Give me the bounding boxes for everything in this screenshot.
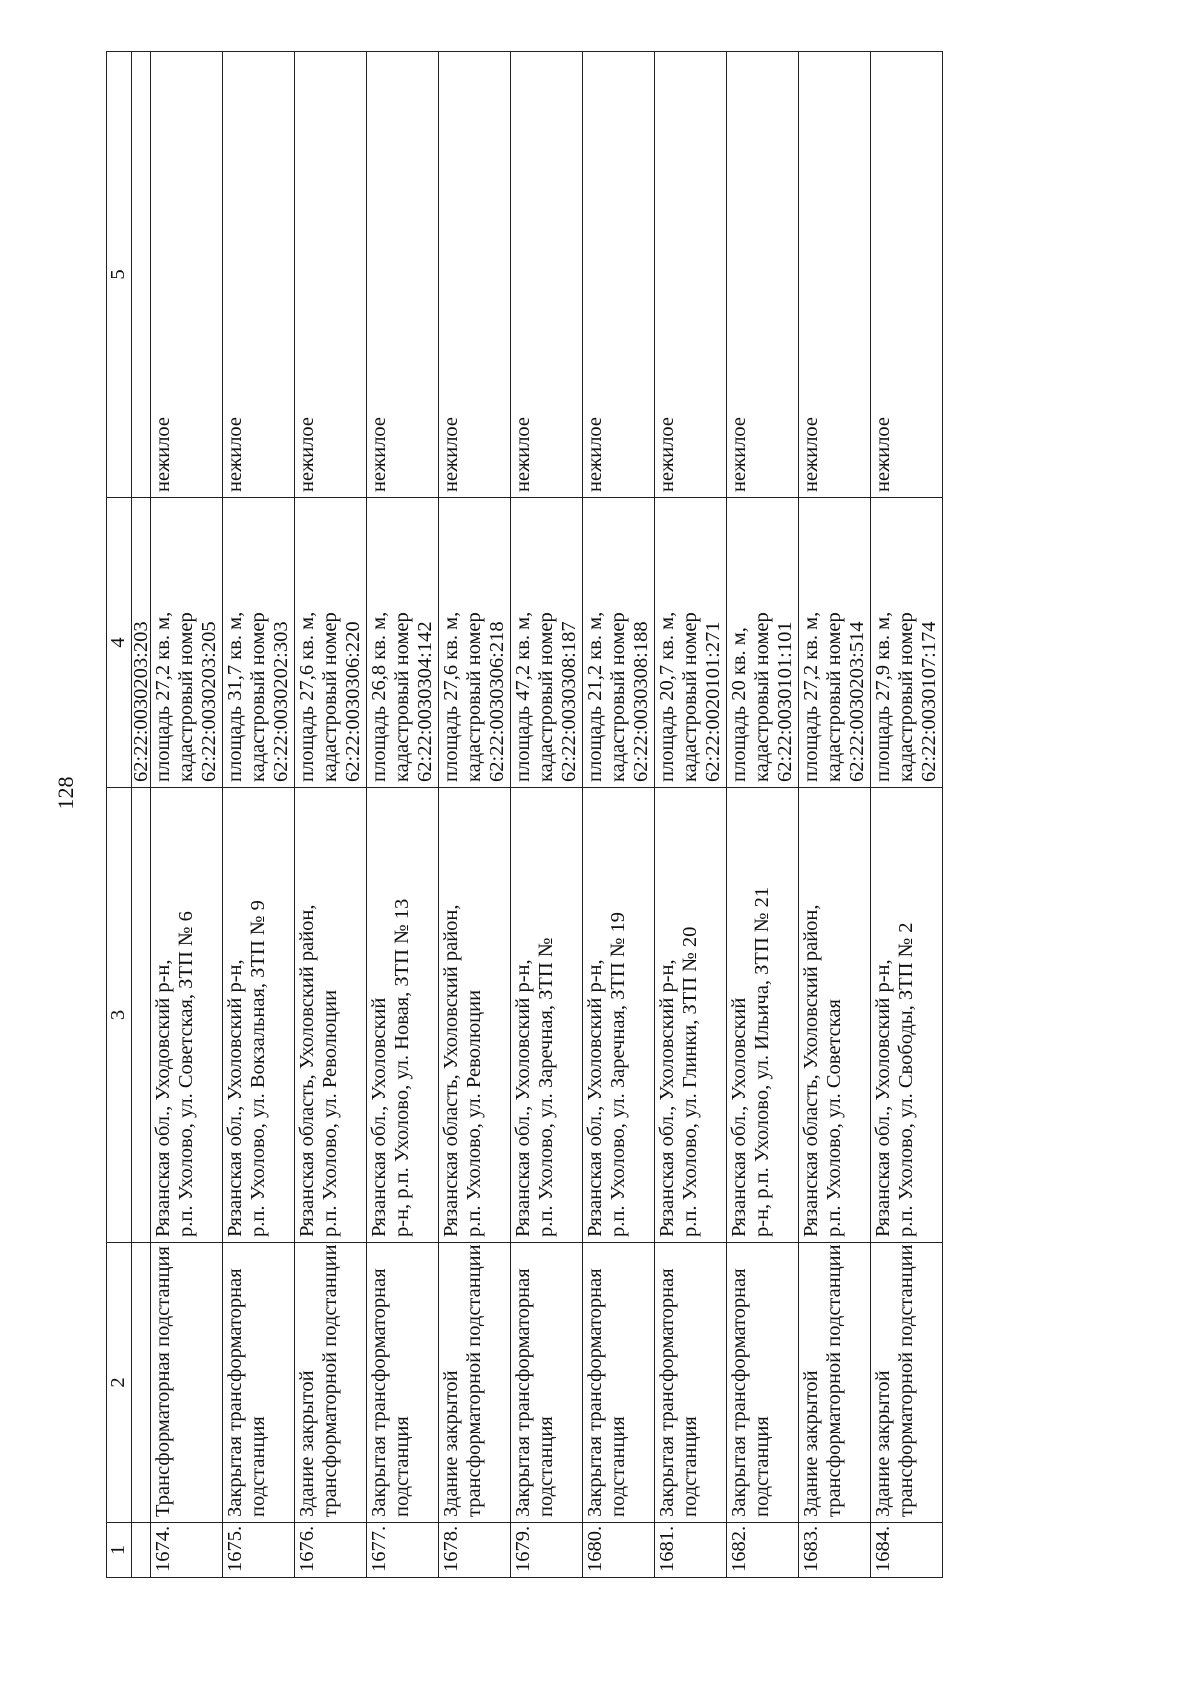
object-address bbox=[655, 788, 727, 1243]
object-name-line: Закрытая трансформаторная bbox=[584, 1268, 606, 1517]
object-address-line: Рязанская обл., Ухоловский р-н, bbox=[512, 959, 534, 1237]
object-name-line: Закрытая трансформаторная bbox=[656, 1268, 678, 1517]
object-address bbox=[799, 788, 871, 1243]
object-address-line: Рязанская область, Ухоловский район, bbox=[296, 904, 318, 1237]
object-address-line: р.п. Ухолово, ул. Заречная, ЗТП № bbox=[535, 937, 557, 1237]
row-number: 1684. bbox=[871, 1523, 943, 1578]
object-name-line: подстанция bbox=[247, 1416, 269, 1517]
object-address-line: Рязанская обл., Ухоловский р-н, bbox=[584, 959, 606, 1237]
object-status: нежилое bbox=[295, 52, 367, 498]
table-row bbox=[223, 52, 295, 1578]
object-name-line: подстанция bbox=[535, 1416, 557, 1517]
object-status: нежилое bbox=[511, 52, 583, 498]
object-name bbox=[295, 1243, 367, 1523]
object-details-line: кадастровый номер bbox=[247, 612, 269, 782]
rotated-table-wrapper bbox=[106, 52, 1136, 1578]
row-number: 1680. bbox=[583, 1523, 655, 1578]
object-details-line: кадастровый номер bbox=[751, 612, 773, 782]
object-details bbox=[727, 498, 799, 788]
object-name-line: подстанция bbox=[751, 1416, 773, 1517]
row-number: 1675. bbox=[223, 1523, 295, 1578]
object-address-line: Рязанская обл., Ухоловский р-н, bbox=[872, 959, 894, 1237]
object-address-line: р.п. Ухолово, ул. Советская bbox=[823, 999, 845, 1237]
row-number: 1677. bbox=[367, 1523, 439, 1578]
object-details-line: 62:22:0030308:187 bbox=[558, 621, 580, 782]
object-status: нежилое bbox=[151, 52, 223, 498]
object-details-line: площадь 27,2 кв. м, bbox=[152, 611, 174, 782]
continuation-cell-5 bbox=[132, 52, 151, 498]
object-details-line: 62:22:0030304:142 bbox=[414, 621, 436, 782]
object-details bbox=[511, 498, 583, 788]
object-details-line: кадастровый номер bbox=[319, 612, 341, 782]
object-details bbox=[223, 498, 295, 788]
continuation-row bbox=[132, 52, 151, 1578]
object-address bbox=[367, 788, 439, 1243]
object-status: нежилое bbox=[439, 52, 511, 498]
object-address-line: Рязанская обл., Ухоловский bbox=[728, 997, 750, 1237]
object-name-line: подстанция bbox=[607, 1416, 629, 1517]
object-status: нежилое bbox=[367, 52, 439, 498]
object-status: нежилое bbox=[799, 52, 871, 498]
object-status: нежилое bbox=[655, 52, 727, 498]
object-details-line: площадь 27,9 кв. м, bbox=[872, 611, 894, 782]
object-name bbox=[583, 1243, 655, 1523]
object-name-line: трансформаторной подстанции bbox=[895, 1244, 917, 1517]
object-name-line: Закрытая трансформаторная bbox=[512, 1268, 534, 1517]
object-address-line: р.п. Ухолово, ул. Глинки, ЗТП № 20 bbox=[679, 926, 701, 1237]
object-details-line: кадастровый номер bbox=[823, 612, 845, 782]
column-header-1: 1 bbox=[107, 1523, 132, 1578]
object-name-line: трансформаторной подстанции bbox=[463, 1244, 485, 1517]
table-row bbox=[871, 52, 943, 1578]
object-address-line: р.п. Ухолово, ул. Заречная, ЗТП № 19 bbox=[607, 911, 629, 1237]
object-address-line: р.п. Ухолово, ул. Революции bbox=[463, 989, 485, 1237]
object-details-line: площадь 21,2 кв. м, bbox=[584, 611, 606, 782]
object-address-line: р-н, р.п. Ухолово, ул. Новая, ЗТП № 13 bbox=[391, 898, 413, 1237]
object-details bbox=[367, 498, 439, 788]
row-number: 1681. bbox=[655, 1523, 727, 1578]
object-address bbox=[151, 788, 223, 1243]
object-name bbox=[151, 1243, 223, 1523]
column-header-3: 3 bbox=[107, 788, 132, 1243]
object-details-line: площадь 27,6 кв. м, bbox=[440, 611, 462, 782]
object-details-line: площадь 27,6 кв. м, bbox=[296, 611, 318, 782]
row-number: 1678. bbox=[439, 1523, 511, 1578]
object-address bbox=[511, 788, 583, 1243]
object-address-line: р-н, р.п. Ухолово, ул. Ильича, ЗТП № 21 bbox=[751, 886, 773, 1237]
object-name bbox=[655, 1243, 727, 1523]
table-row bbox=[151, 52, 223, 1578]
object-details-line: 62:22:0030101:101 bbox=[774, 621, 796, 782]
object-name-line: трансформаторной подстанции bbox=[823, 1244, 845, 1517]
object-details-line: площадь 20,7 кв. м, bbox=[656, 611, 678, 782]
object-address bbox=[583, 788, 655, 1243]
object-details-line: площадь 31,7 кв. м, bbox=[224, 611, 246, 782]
object-details-line: 62:22:0030107:174 bbox=[918, 621, 940, 782]
row-number: 1683. bbox=[799, 1523, 871, 1578]
object-name-line: трансформаторной подстанции bbox=[319, 1244, 341, 1517]
object-details-line: 62:22:0030203:205 bbox=[198, 621, 220, 782]
object-address bbox=[439, 788, 511, 1243]
object-details bbox=[583, 498, 655, 788]
table-row bbox=[511, 52, 583, 1578]
object-details-line: кадастровый номер bbox=[607, 612, 629, 782]
object-details-line: 62:22:0020101:271 bbox=[702, 621, 724, 782]
object-name-line: Трансформаторная подстанция bbox=[152, 1246, 174, 1517]
object-address bbox=[223, 788, 295, 1243]
object-details-line: 62:22:0030306:220 bbox=[342, 621, 364, 782]
object-details-line: 62:22:0030203:514 bbox=[846, 621, 868, 782]
object-status: нежилое bbox=[223, 52, 295, 498]
object-address bbox=[727, 788, 799, 1243]
object-address-line: р.п. Ухолово, ул. Свободы, ЗТП № 2 bbox=[895, 922, 917, 1237]
object-address-line: Рязанская область, Ухоловский район, bbox=[440, 904, 462, 1237]
object-details-line: кадастровый номер bbox=[535, 612, 557, 782]
object-name bbox=[871, 1243, 943, 1523]
object-address-line: Рязанская обл., Ухоловский р-н, bbox=[224, 959, 246, 1237]
object-address-line: Рязанская обл., Уходовский р-н, bbox=[152, 959, 174, 1237]
page-number: 128 bbox=[53, 776, 78, 810]
object-address-line: р.п. Ухолово, ул. Революции bbox=[319, 989, 341, 1237]
object-status: нежилое bbox=[583, 52, 655, 498]
object-name bbox=[511, 1243, 583, 1523]
object-details-line: 62:22:0030308:188 bbox=[630, 621, 652, 782]
object-address-line: Рязанская обл., Ухоловский bbox=[368, 997, 390, 1237]
object-details-line: кадастровый номер bbox=[679, 612, 701, 782]
continuation-cadastral: 62:22:0030203:203 bbox=[132, 498, 151, 788]
property-table bbox=[106, 51, 943, 1578]
table-row bbox=[583, 52, 655, 1578]
rotated-table-canvas bbox=[106, 52, 1136, 1578]
table-row bbox=[727, 52, 799, 1578]
object-status: нежилое bbox=[727, 52, 799, 498]
continuation-cell-1 bbox=[132, 1523, 151, 1578]
object-details-line: площадь 27,2 кв. м, bbox=[800, 611, 822, 782]
row-number: 1676. bbox=[295, 1523, 367, 1578]
object-details-line: 62:22:0030202:303 bbox=[270, 621, 292, 782]
table-row bbox=[655, 52, 727, 1578]
object-address-line: Рязанская область, Ухоловский район, bbox=[800, 904, 822, 1237]
object-name-line: Здание закрытой bbox=[296, 1370, 318, 1517]
object-details-line: кадастровый номер bbox=[391, 612, 413, 782]
object-status: нежилое bbox=[871, 52, 943, 498]
object-details-line: 62:22:0030306:218 bbox=[486, 621, 508, 782]
column-header-4: 4 bbox=[107, 498, 132, 788]
object-name-line: подстанция bbox=[679, 1416, 701, 1517]
column-number-header bbox=[107, 52, 132, 1578]
object-details-line: кадастровый номер bbox=[463, 612, 485, 782]
object-name bbox=[727, 1243, 799, 1523]
table-row bbox=[367, 52, 439, 1578]
object-details bbox=[655, 498, 727, 788]
object-details bbox=[799, 498, 871, 788]
object-name-line: Закрытая трансформаторная bbox=[728, 1268, 750, 1517]
continuation-cell-2 bbox=[132, 1243, 151, 1523]
object-name-line: Закрытая трансформаторная bbox=[224, 1268, 246, 1517]
object-details bbox=[295, 498, 367, 788]
object-details bbox=[871, 498, 943, 788]
row-number: 1682. bbox=[727, 1523, 799, 1578]
object-name bbox=[223, 1243, 295, 1523]
object-details-line: площадь 20 кв. м, bbox=[728, 627, 750, 782]
table-row bbox=[799, 52, 871, 1578]
column-header-2: 2 bbox=[107, 1243, 132, 1523]
object-name bbox=[439, 1243, 511, 1523]
continuation-cell-3 bbox=[132, 788, 151, 1243]
object-address-line: Рязанская обл., Ухоловский р-н, bbox=[656, 959, 678, 1237]
object-name bbox=[367, 1243, 439, 1523]
object-details-line: кадастровый номер bbox=[895, 612, 917, 782]
object-name-line: подстанция bbox=[391, 1416, 413, 1517]
object-details-line: площадь 47,2 кв. м, bbox=[512, 611, 534, 782]
object-name bbox=[799, 1243, 871, 1523]
row-number: 1679. bbox=[511, 1523, 583, 1578]
object-details-line: кадастровый номер bbox=[175, 612, 197, 782]
object-address bbox=[295, 788, 367, 1243]
object-details-line: площадь 26,8 кв. м, bbox=[368, 611, 390, 782]
object-address bbox=[871, 788, 943, 1243]
object-name-line: Здание закрытой bbox=[440, 1370, 462, 1517]
table-row bbox=[439, 52, 511, 1578]
object-details bbox=[151, 498, 223, 788]
object-name-line: Здание закрытой bbox=[800, 1370, 822, 1517]
object-address-line: р.п. Ухолово, ул. Вокзальная, ЗТП № 9 bbox=[247, 900, 269, 1237]
object-name-line: Закрытая трансформаторная bbox=[368, 1268, 390, 1517]
object-name-line: Здание закрытой bbox=[872, 1370, 894, 1517]
object-details bbox=[439, 498, 511, 788]
column-header-5: 5 bbox=[107, 52, 132, 498]
row-number: 1674. bbox=[151, 1523, 223, 1578]
object-address-line: р.п. Ухолово, ул. Советская, ЗТП № 6 bbox=[175, 911, 197, 1237]
table-row bbox=[295, 52, 367, 1578]
